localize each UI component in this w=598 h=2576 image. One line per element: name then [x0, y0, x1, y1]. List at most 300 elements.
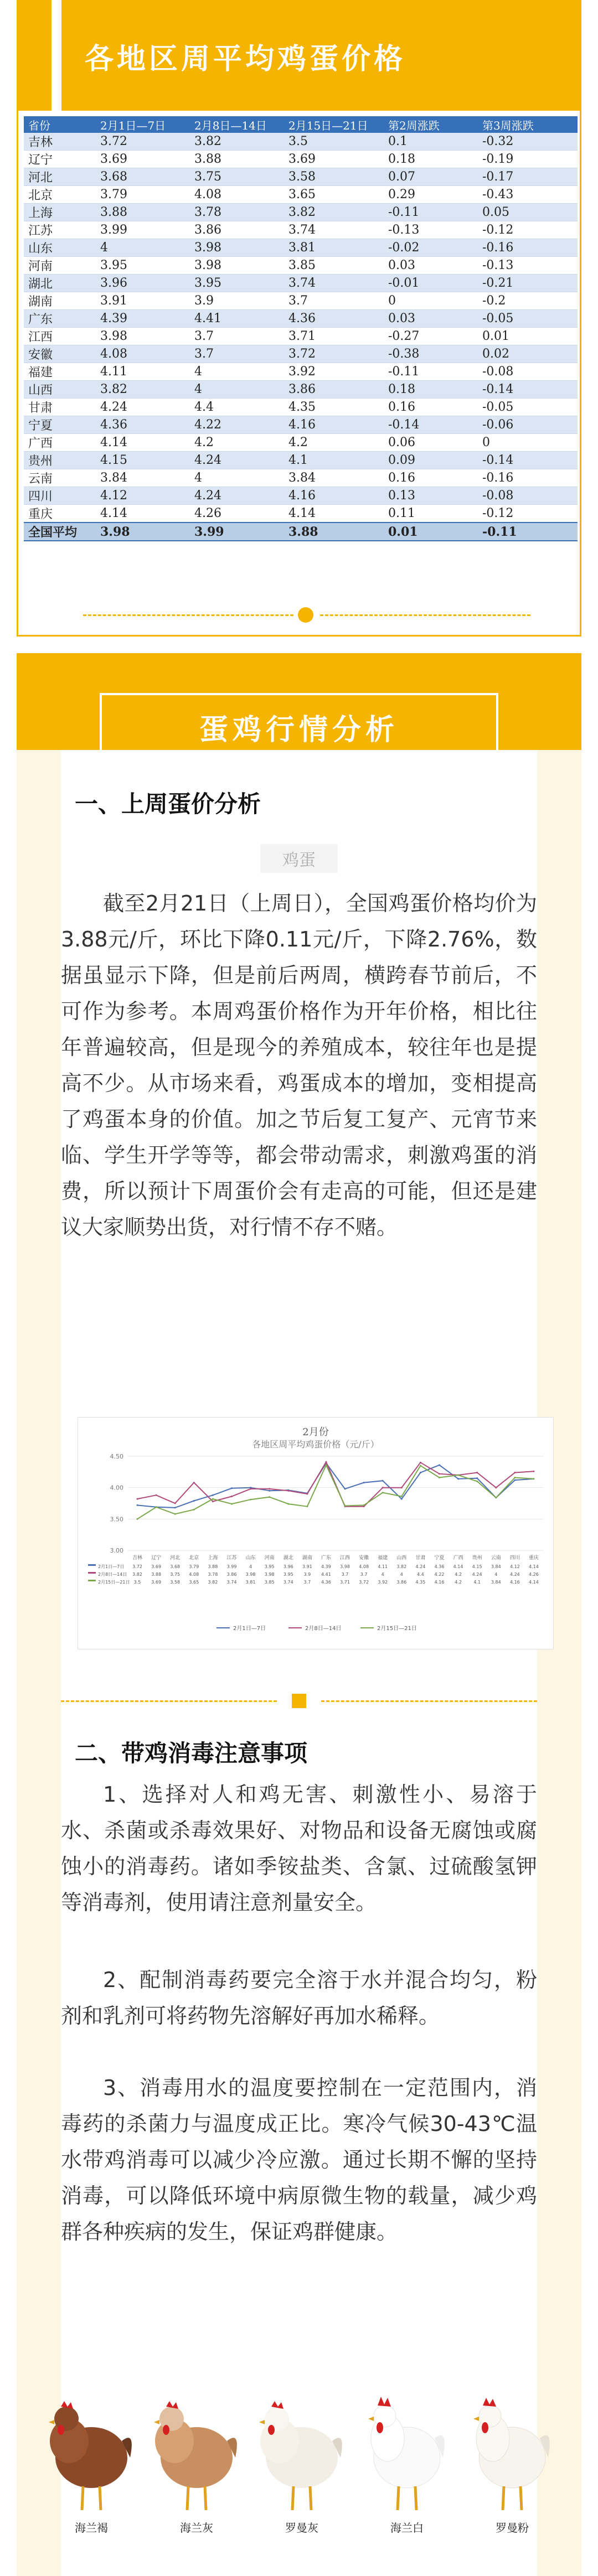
data-label: 3.95 [264, 1564, 275, 1569]
divider-square [292, 1694, 306, 1708]
data-label: 3.82 [396, 1564, 407, 1569]
table-cell: 4.22 [190, 416, 284, 434]
data-label: 3.79 [189, 1564, 199, 1569]
table-cell: 4.15 [96, 452, 190, 469]
table-cell: 0.03 [384, 310, 478, 328]
data-label: 3.95 [283, 1572, 293, 1577]
data-label: 3.98 [264, 1572, 275, 1577]
chicken-gray-icon [144, 2380, 249, 2518]
average-cell: 0.01 [384, 523, 478, 541]
average-row [24, 523, 578, 541]
table-cell: 3.99 [96, 221, 190, 239]
table-cell: 江西 [24, 328, 96, 345]
data-label: 4.2 [455, 1580, 462, 1585]
divider-line [320, 614, 530, 616]
data-label: 3.98 [245, 1572, 256, 1577]
table-row [24, 487, 578, 505]
data-point [476, 1472, 478, 1473]
table-cell: 湖北 [24, 275, 96, 292]
chart-title: 2月份 [302, 1426, 329, 1438]
data-point [269, 1496, 270, 1498]
table-cell: -0.11 [384, 204, 478, 221]
data-point [325, 1461, 327, 1463]
table-cell: 4.36 [96, 416, 190, 434]
data-label: 4.24 [472, 1572, 482, 1577]
column-header: 第2周涨跌 [384, 116, 478, 133]
table-cell: 3.95 [190, 275, 284, 292]
x-tick-label: 江西 [340, 1555, 350, 1561]
table-row [24, 381, 578, 399]
column-header: 省份 [24, 116, 96, 133]
table-cell: -0.02 [384, 239, 478, 257]
data-label: 4 [494, 1572, 498, 1577]
data-label: 3.88 [151, 1572, 162, 1577]
x-tick-label: 河北 [170, 1555, 181, 1561]
data-label: 3.68 [170, 1564, 181, 1569]
table-row [24, 345, 578, 363]
table-cell: 3.84 [96, 469, 190, 487]
paragraph-price-analysis: 截至2月21日（上周日），全国鸡蛋价格均价为3.88元/斤，环比下降0.11元/斤，下降2.76%，数据虽显示下降，但是前后两周，横跨春节前后，不可作为参考。本周鸡蛋价格作为开年价格，相比往年普遍较高，但是现今的养殖成本，较往年也是提高不少。从市场来看，鸡蛋成本的增加，变相提高了鸡蛋本身的价值。加之节后复工复产、元宵节来临、学生开学等等，都会带动需求，刺激鸡蛋的消费，所以预计下周蛋价会有走高的可能，但还是建议大家顺势出货，对行情不存不赌。 [61, 891, 537, 1239]
paragraph-disinfection-3: 3、消毒用水的温度要控制在一定范围内，消毒药的杀菌力与温度成正比。寒冷气候30-43℃温水带鸡消毒可以减少冷应激。通过长期不懈的坚持消毒，可以降低环境中病原微生物的载量，减少鸡群各种疾病的发生，保证鸡群健康。 [61, 2076, 537, 2244]
x-tick-label: 河南 [264, 1555, 275, 1561]
table-cell: 4.11 [96, 363, 190, 381]
data-point [269, 1488, 270, 1489]
table-cell: -0.01 [384, 275, 478, 292]
x-tick-label: 贵州 [472, 1555, 482, 1561]
data-label: 3.82 [132, 1572, 142, 1577]
data-label: 4.22 [434, 1572, 445, 1577]
chicken-white-icon [460, 2380, 565, 2518]
data-label: 3.91 [302, 1564, 312, 1569]
table-cell: 3.98 [96, 328, 190, 345]
table-cell: 3.88 [96, 204, 190, 221]
table-row [24, 469, 578, 487]
chicken-hyline-white [354, 2380, 460, 2546]
data-label: 3.99 [226, 1564, 237, 1569]
table-cell: 0.1 [384, 133, 478, 151]
x-tick-label: 吉林 [132, 1555, 143, 1561]
data-point [193, 1482, 195, 1483]
price-line-chart [78, 1417, 554, 1649]
data-point [533, 1471, 534, 1472]
chicken-white-icon [249, 2380, 354, 2518]
data-label: 3.7 [360, 1572, 368, 1577]
table-row [24, 275, 578, 292]
table-cell: 3.82 [284, 204, 384, 221]
data-label: 4.14 [453, 1564, 463, 1569]
legend-label: 2月8日—14日 [305, 1626, 342, 1632]
data-point [514, 1480, 515, 1481]
table-cell: 江苏 [24, 221, 96, 239]
table-cell: 3.72 [284, 345, 384, 363]
analysis-header [17, 653, 581, 750]
average-cell: -0.11 [478, 523, 578, 541]
paragraph-disinfection-2: 2、配制消毒药要完全溶于水并混合均匀，粉剂和乳剂可将药物先溶解好再加水稀释。 [61, 1968, 537, 2028]
data-point [193, 1509, 195, 1511]
table-cell: 0.18 [384, 151, 478, 168]
chicken-label: 海兰白 [390, 2521, 424, 2534]
table-cell: 3.82 [96, 381, 190, 399]
data-label: 3.81 [245, 1580, 256, 1585]
table-row [24, 452, 578, 469]
table-row [24, 292, 578, 310]
data-label: 4 [400, 1572, 403, 1577]
table-cell: 3.71 [284, 328, 384, 345]
x-tick-label: 湖北 [283, 1555, 293, 1561]
data-point [174, 1513, 176, 1515]
data-label: 3.74 [226, 1580, 237, 1585]
chicken-label: 罗曼灰 [285, 2521, 318, 2534]
data-point [401, 1498, 403, 1500]
table-cell: 3.72 [96, 133, 190, 151]
x-tick-label: 山东 [245, 1555, 256, 1561]
table-cell: 3.98 [190, 257, 284, 275]
table-cell: 3.68 [96, 168, 190, 186]
data-label: 3.5 [133, 1580, 141, 1585]
table-cell: 3.91 [96, 292, 190, 310]
data-label: 4 [381, 1572, 384, 1577]
table-cell: 四川 [24, 487, 96, 505]
chicken-label: 海兰灰 [180, 2521, 213, 2534]
table-cell: 3.9 [190, 292, 284, 310]
table-cell: 重庆 [24, 505, 96, 523]
table-cell: -0.17 [478, 168, 578, 186]
x-tick-label: 福建 [378, 1555, 388, 1561]
table-cell: 广东 [24, 310, 96, 328]
chart-subtitle: 各地区周平均鸡蛋价格（元/斤） [252, 1439, 379, 1450]
legend-label: 2月15日—21日 [377, 1626, 417, 1632]
data-label: 3.78 [208, 1572, 218, 1577]
table-row [24, 204, 578, 221]
table-cell: 3.7 [190, 345, 284, 363]
table-cell: 4.08 [96, 345, 190, 363]
average-cell: 3.99 [190, 523, 284, 541]
table-cell: 4.36 [284, 310, 384, 328]
table-cell: 3.7 [190, 328, 284, 345]
price-table [24, 116, 578, 541]
data-label: 3.65 [189, 1580, 199, 1585]
column-header: 2月8日—14日 [190, 116, 284, 133]
table-cell: 3.81 [284, 239, 384, 257]
data-label: 3.9 [303, 1572, 311, 1577]
data-point [212, 1498, 214, 1500]
table-cell: 0.18 [384, 381, 478, 399]
table-cell: 0.29 [384, 186, 478, 204]
data-point [363, 1504, 365, 1506]
data-label: 4.24 [509, 1572, 520, 1577]
table-cell: 0.13 [384, 487, 478, 505]
table-cell: 3.69 [96, 151, 190, 168]
data-point [495, 1497, 497, 1498]
table-cell: 4.35 [284, 399, 384, 416]
data-point [363, 1482, 365, 1483]
table-cell: 0.16 [384, 399, 478, 416]
data-point [193, 1500, 195, 1502]
data-point [174, 1507, 176, 1508]
table-cell: 4 [190, 469, 284, 487]
table-cell: 3.86 [284, 381, 384, 399]
data-point [306, 1493, 308, 1495]
data-point [382, 1492, 384, 1493]
data-label: 3.86 [226, 1572, 237, 1577]
table-cell: 4.12 [96, 487, 190, 505]
data-point [439, 1473, 440, 1475]
y-tick-label: 4.50 [110, 1453, 123, 1460]
table-cell: 4.2 [190, 434, 284, 452]
column-header: 2月1日—7日 [96, 116, 190, 133]
data-label: 4.1 [473, 1580, 481, 1585]
section-header [18, 0, 580, 111]
table-cell: 4.24 [96, 399, 190, 416]
analysis-title: 蛋鸡行情分析 [199, 713, 399, 747]
table-cell: 4 [190, 363, 284, 381]
table-cell: 4.14 [96, 505, 190, 523]
data-point [344, 1488, 346, 1489]
data-point [495, 1487, 497, 1488]
data-label: 3.69 [151, 1564, 162, 1569]
heading-disinfection: 二、带鸡消毒注意事项 [75, 1740, 308, 1767]
data-label: 3.86 [396, 1580, 407, 1585]
table-cell: 0 [384, 292, 478, 310]
x-tick-label: 北京 [189, 1555, 199, 1561]
data-point [514, 1472, 515, 1473]
table-row [24, 328, 578, 345]
column-header: 第3周涨跌 [478, 116, 578, 133]
table-row [24, 257, 578, 275]
x-tick-label: 云南 [491, 1555, 501, 1561]
table-cell: 3.58 [284, 168, 384, 186]
data-point [306, 1506, 308, 1507]
data-point [439, 1477, 440, 1478]
table-cell: 3.84 [284, 469, 384, 487]
chicken-hyline-brown [39, 2380, 144, 2546]
average-cell: 3.98 [96, 523, 190, 541]
table-cell: 0.07 [384, 168, 478, 186]
data-label: 4.24 [415, 1564, 426, 1569]
data-point [325, 1464, 327, 1466]
data-point [420, 1465, 421, 1467]
data-point [137, 1498, 138, 1500]
data-label: 4.4 [417, 1572, 424, 1577]
data-label: 4.08 [359, 1564, 369, 1569]
series-name: 2月15日—21日 [98, 1580, 130, 1585]
table-cell: 0.09 [384, 452, 478, 469]
data-label: 3.98 [340, 1564, 350, 1569]
y-tick-label: 4.00 [110, 1484, 123, 1492]
table-cell: -0.14 [384, 416, 478, 434]
table-cell: 3.92 [284, 363, 384, 381]
table-cell: -0.14 [478, 381, 578, 399]
table-cell: -0.11 [384, 363, 478, 381]
table-cell: 3.78 [190, 204, 284, 221]
egg-tag: 鸡蛋 [260, 844, 338, 873]
data-point [231, 1487, 233, 1489]
data-label: 3.74 [283, 1580, 293, 1585]
y-tick-label: 3.00 [110, 1547, 123, 1554]
x-tick-label: 辽宁 [151, 1555, 162, 1561]
table-cell: 辽宁 [24, 151, 96, 168]
table-row [24, 168, 578, 186]
data-point [476, 1477, 478, 1479]
table-cell: -0.14 [478, 452, 578, 469]
table-row [24, 399, 578, 416]
table-cell: 0 [478, 434, 578, 452]
data-label: 3.58 [170, 1580, 181, 1585]
table-cell: 4.24 [190, 452, 284, 469]
table-cell: 上海 [24, 204, 96, 221]
data-label: 3.69 [151, 1580, 162, 1585]
data-point [457, 1475, 459, 1476]
table-cell: -0.08 [478, 363, 578, 381]
chart-canvas [78, 1418, 554, 1650]
data-label: 4.11 [378, 1564, 388, 1569]
data-label: 3.85 [264, 1580, 275, 1585]
heading-price-analysis: 一、上周蛋价分析 [75, 790, 261, 818]
data-label: 3.96 [283, 1564, 293, 1569]
legend-swatch [88, 1564, 96, 1566]
x-tick-label: 四川 [509, 1555, 520, 1561]
data-label: 3.72 [132, 1564, 142, 1569]
table-row [24, 133, 578, 151]
data-point [420, 1462, 421, 1463]
data-label: 4.41 [321, 1572, 331, 1577]
table-cell: 0.01 [478, 328, 578, 345]
table-cell: 0.02 [478, 345, 578, 363]
table-cell: -0.08 [478, 487, 578, 505]
x-tick-label: 江苏 [226, 1555, 237, 1561]
data-point [382, 1487, 384, 1488]
data-label: 3.71 [340, 1580, 350, 1585]
x-tick-label: 广东 [321, 1555, 331, 1561]
table-cell: 3.88 [190, 151, 284, 168]
section-title: 各地区周平均鸡蛋价格 [85, 43, 406, 76]
table-cell: 4.08 [190, 186, 284, 204]
data-label: 4.16 [434, 1580, 445, 1585]
divider-line [321, 1700, 537, 1702]
table-cell: -0.16 [478, 469, 578, 487]
table-cell: 云南 [24, 469, 96, 487]
data-point [250, 1499, 251, 1501]
data-point [250, 1488, 251, 1489]
data-label: 4.36 [434, 1564, 445, 1569]
data-point [514, 1477, 515, 1478]
data-label: 3.7 [341, 1572, 349, 1577]
data-label: 4.26 [529, 1572, 539, 1577]
data-point [212, 1494, 214, 1496]
data-label: 3.82 [208, 1580, 218, 1585]
average-cell: 3.88 [284, 523, 384, 541]
table-cell: 山东 [24, 239, 96, 257]
table-cell: -0.06 [478, 416, 578, 434]
table-cell: 北京 [24, 186, 96, 204]
data-point [476, 1481, 478, 1482]
average-cell: 全国平均 [24, 523, 96, 541]
divider-line [61, 1700, 277, 1702]
data-point [231, 1503, 233, 1505]
table-row [24, 186, 578, 204]
table-cell: 河北 [24, 168, 96, 186]
table-cell: -0.27 [384, 328, 478, 345]
table-cell: 河南 [24, 257, 96, 275]
table-cell: -0.16 [478, 239, 578, 257]
data-point [231, 1496, 233, 1497]
chicken-lohmann-pink [460, 2380, 565, 2546]
table-cell: -0.2 [478, 292, 578, 310]
table-row [24, 363, 578, 381]
table-cell: 3.96 [96, 275, 190, 292]
data-point [287, 1490, 289, 1492]
chicken-brown-icon [39, 2380, 144, 2518]
table-cell: 3.79 [96, 186, 190, 204]
data-label: 3.72 [359, 1580, 369, 1585]
table-cell: -0.13 [478, 257, 578, 275]
table-cell: 3.5 [284, 133, 384, 151]
x-tick-label: 广西 [453, 1555, 463, 1561]
divider-line [83, 614, 293, 616]
data-label: 4.36 [321, 1580, 331, 1585]
paragraph-disinfection-1: 1、选择对人和鸡无害、刺激性小、易溶于水、杀菌或杀毒效果好、对物品和设备无腐蚀或腐蚀小的消毒药。诸如季铵盐类、含氯、过硫酸氢钾等消毒剂，使用请注意剂量安全。 [61, 1782, 537, 1915]
data-point [382, 1480, 384, 1482]
table-cell: -0.21 [478, 275, 578, 292]
x-tick-label: 重庆 [528, 1555, 539, 1561]
series-name: 2月8日—14日 [98, 1572, 127, 1577]
data-point [156, 1506, 157, 1508]
table-cell: 0.03 [384, 257, 478, 275]
data-label: 4.14 [529, 1580, 539, 1585]
table-cell: -0.32 [478, 133, 578, 151]
analysis-title-box [100, 693, 498, 750]
table-cell: 4.14 [284, 505, 384, 523]
chicken-label: 海兰褐 [75, 2521, 108, 2534]
x-tick-label: 山西 [396, 1555, 407, 1561]
table-cell: 宁夏 [24, 416, 96, 434]
table-cell: 3.69 [284, 151, 384, 168]
legend-label: 2月1日—7日 [233, 1626, 266, 1632]
data-label: 3.88 [208, 1564, 218, 1569]
table-cell: 3.7 [284, 292, 384, 310]
table-cell: 甘肃 [24, 399, 96, 416]
table-cell: 3.82 [190, 133, 284, 151]
chicken-lohmann-gray [249, 2380, 354, 2546]
data-label: 3.7 [303, 1580, 311, 1585]
data-label: 3.84 [491, 1580, 501, 1585]
table-cell: -0.38 [384, 345, 478, 363]
table-cell: 4.2 [284, 434, 384, 452]
table-row [24, 434, 578, 452]
chicken-breeds-row [33, 2380, 565, 2546]
legend-swatch [88, 1580, 96, 1581]
table-cell: 4.24 [190, 487, 284, 505]
data-point [401, 1487, 403, 1488]
table-cell: 广西 [24, 434, 96, 452]
table-cell: 4.16 [284, 416, 384, 434]
data-point [174, 1503, 176, 1504]
data-label: 4.2 [455, 1572, 462, 1577]
data-point [212, 1501, 214, 1502]
table-cell: 福建 [24, 363, 96, 381]
price-table-section [17, 0, 581, 637]
table-cell: 山西 [24, 381, 96, 399]
table-cell: 4.39 [96, 310, 190, 328]
data-point [156, 1494, 157, 1496]
table-row [24, 239, 578, 257]
data-label: 4.35 [415, 1580, 426, 1585]
x-tick-label: 安徽 [359, 1555, 369, 1561]
table-cell: 4.1 [284, 452, 384, 469]
table-cell: 3.74 [284, 221, 384, 239]
table-cell: 4.16 [284, 487, 384, 505]
table-cell: -0.13 [384, 221, 478, 239]
